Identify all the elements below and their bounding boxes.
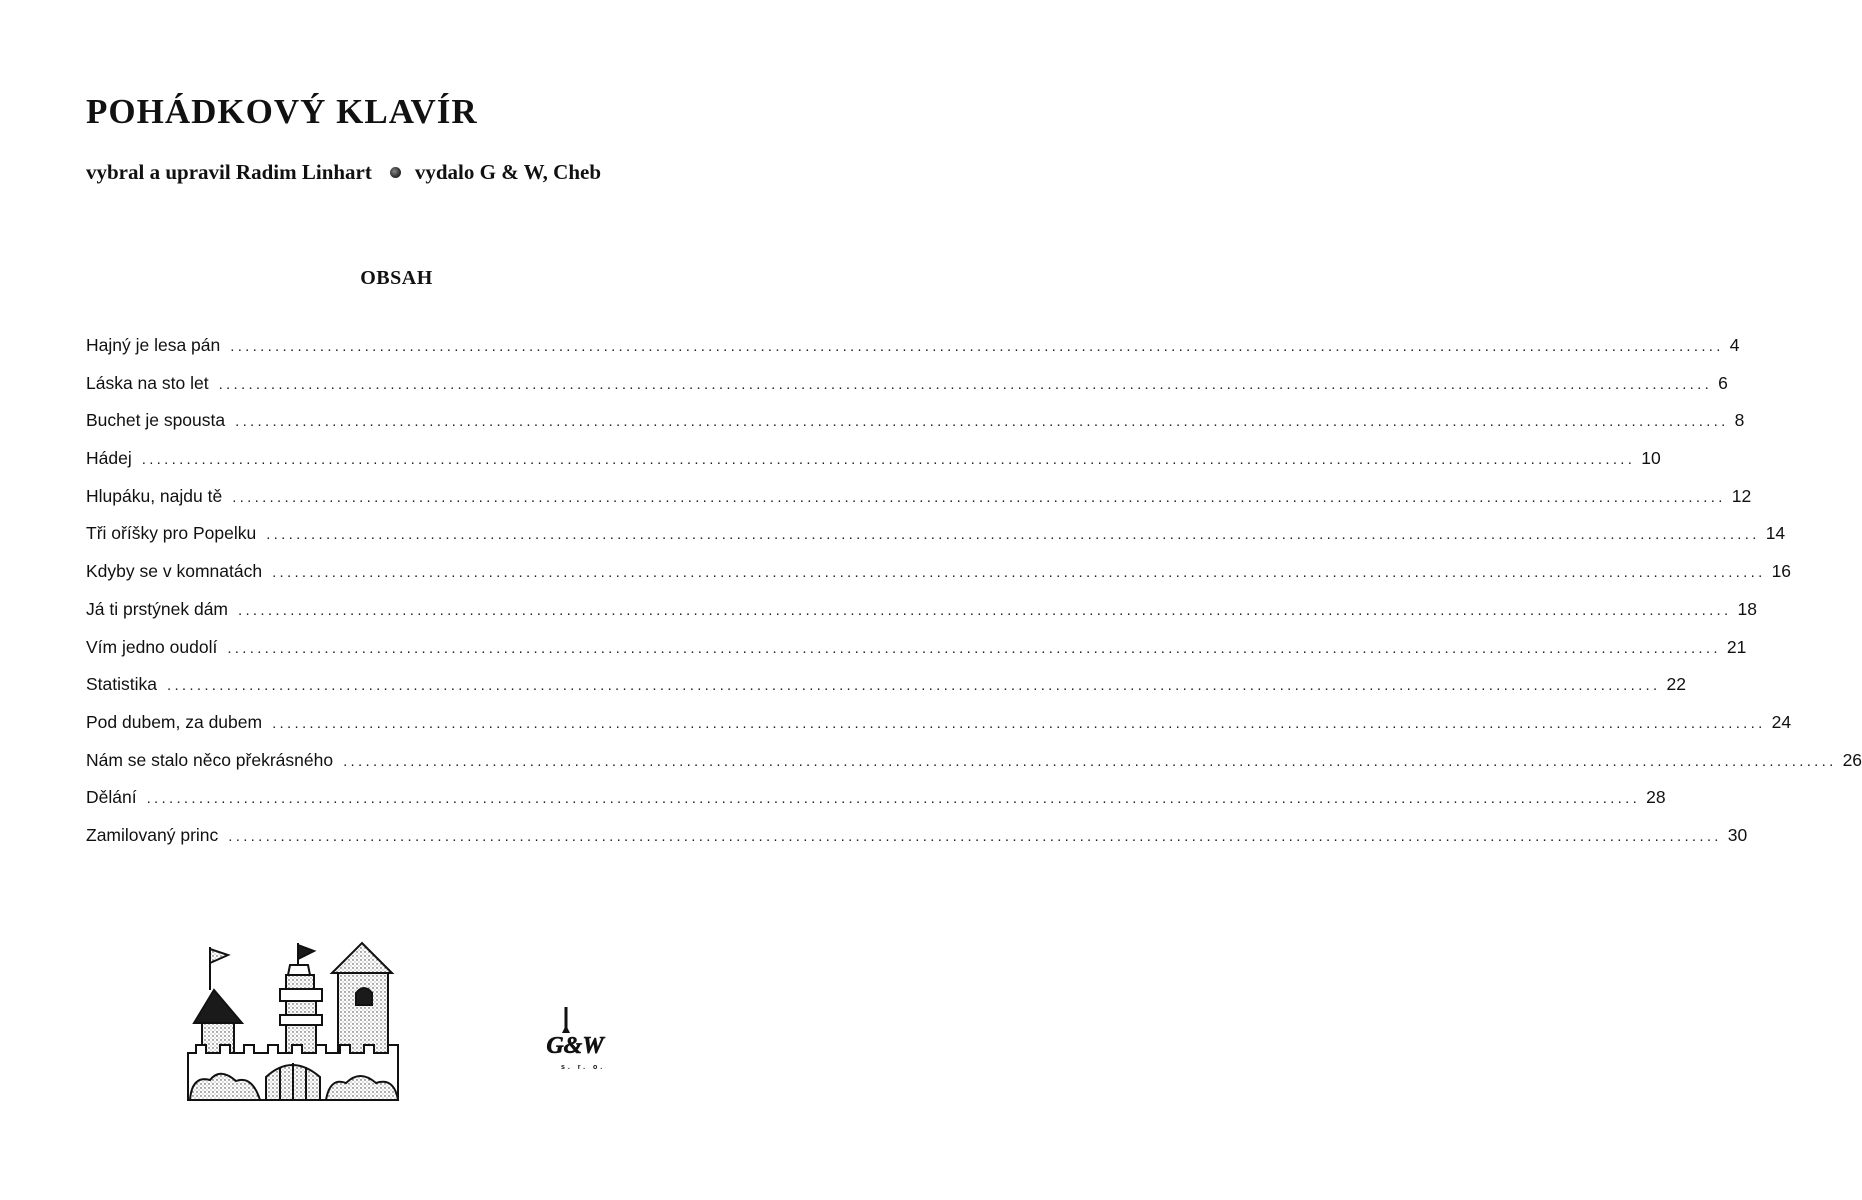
toc-entry-title: Zamilovaný princ xyxy=(86,824,219,845)
toc-entry xyxy=(86,787,1666,825)
logo-subtitle: s. r. o. xyxy=(561,1064,606,1071)
toc-entry xyxy=(86,372,1728,411)
toc-entry-title: Nám se stalo něco překrásného xyxy=(86,749,334,770)
toc-entry-page: 22 xyxy=(1666,674,1686,695)
toc-entry-page: 16 xyxy=(1771,561,1792,582)
toc-entry xyxy=(86,335,1740,373)
toc-leader-dots: ........................................................................................................................................................................................................ xyxy=(228,827,1722,845)
toc-leader-dots: ........................................................................................................................................................................................................ xyxy=(230,338,1724,355)
toc-leader-dots: ........................................................................................................................................................................................................ xyxy=(266,526,1760,544)
bullet-separator-icon xyxy=(390,167,401,178)
toc-entry-page: 6 xyxy=(1718,372,1728,393)
toc-entry-page: 18 xyxy=(1737,598,1757,619)
toc-entry-title: Dělání xyxy=(86,787,137,808)
toc-entry xyxy=(86,561,1792,599)
toc-entry xyxy=(86,523,1786,561)
toc-entry-title: Tři oříšky pro Popelku xyxy=(86,523,257,544)
toc-leader-dots: ........................................................................................................................................................................................................ xyxy=(141,451,1636,469)
toc-entry xyxy=(86,448,1661,486)
toc-leader-dots: ........................................................................................................................................................................................................ xyxy=(238,601,1732,619)
toc-entry-page: 21 xyxy=(1726,636,1747,657)
toc-entry xyxy=(86,598,1757,637)
toc-entry-title: Buchet je spousta xyxy=(86,410,226,431)
editor-credit: vybral a upravil Radim Linhart xyxy=(86,160,372,184)
toc-entry-page: 24 xyxy=(1771,711,1792,732)
toc-leader-dots: ........................................................................................................................................................................................................ xyxy=(227,639,1721,657)
credits-line xyxy=(86,160,601,185)
toc-leader-dots: ........................................................................................................................................................................................................ xyxy=(343,752,1837,770)
gw-logo-icon xyxy=(540,1005,610,1063)
toc-leader-dots: ........................................................................................................................................................................................................ xyxy=(272,564,1766,582)
toc-leader-dots: ........................................................................................................................................................................................................ xyxy=(146,790,1641,808)
toc-entry-title: Vím jedno oudolí xyxy=(86,636,218,657)
toc-entry xyxy=(86,824,1748,863)
toc-entry-page: 12 xyxy=(1731,485,1752,506)
toc-entry-page: 4 xyxy=(1729,335,1740,355)
toc-entry xyxy=(86,485,1752,524)
toc-leader-dots: ........................................................................................................................................................................................................ xyxy=(235,413,1729,431)
toc-heading: OBSAH xyxy=(360,267,433,289)
toc-entry-title: Statistika xyxy=(86,674,157,695)
toc-entry-page: 8 xyxy=(1734,410,1745,431)
toc-entry-page: 14 xyxy=(1765,523,1786,544)
publisher-credit: vydalo G & W, Cheb xyxy=(414,160,602,184)
toc-entry-page: 30 xyxy=(1727,824,1748,845)
toc-entry xyxy=(86,711,1792,750)
toc-entry xyxy=(86,636,1747,675)
toc-entry xyxy=(86,674,1686,712)
page-title: POHÁDKOVÝ KLAVÍR xyxy=(86,92,478,131)
toc-leader-dots: ........................................................................................................................................................................................................ xyxy=(167,677,1661,695)
toc-entry-title: Já ti prstýnek dám xyxy=(86,598,228,619)
toc-entry-page: 10 xyxy=(1641,448,1661,469)
toc-entry xyxy=(86,749,1862,788)
logo-mark: G&W xyxy=(546,1033,604,1059)
toc-entry-title: Pod dubem, za dubem xyxy=(86,711,263,732)
toc-entry-title: Láska na sto let xyxy=(86,372,209,393)
toc-entry-title: Kdyby se v komnatách xyxy=(86,561,263,582)
table-of-contents xyxy=(86,335,1862,863)
toc-leader-dots: ........................................................................................................................................................................................................ xyxy=(272,714,1766,732)
toc-entry-title: Hajný je lesa pán xyxy=(86,335,221,355)
toc-entry-title: Hádej xyxy=(86,448,132,469)
toc-entry-page: 26 xyxy=(1842,749,1862,770)
castle-illustration-icon xyxy=(180,935,405,1100)
toc-entry-title: Hlupáku, najdu tě xyxy=(86,485,223,506)
toc-entry xyxy=(86,410,1745,448)
toc-leader-dots: ........................................................................................................................................................................................................ xyxy=(232,488,1726,506)
toc-entry-page: 28 xyxy=(1646,787,1666,808)
toc-leader-dots: ........................................................................................................................................................................................................ xyxy=(218,375,1713,393)
